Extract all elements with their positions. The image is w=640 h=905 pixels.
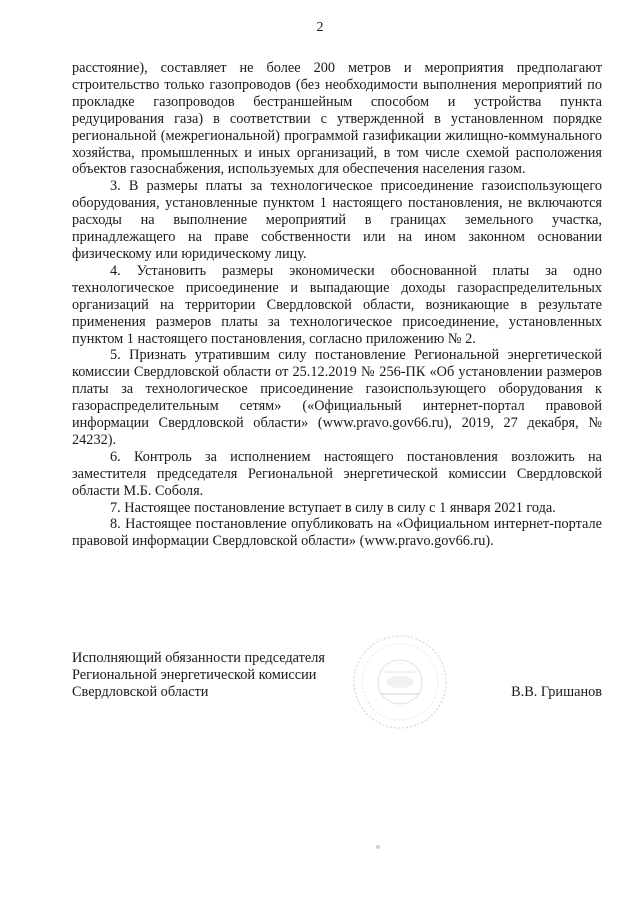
paragraph-item-7: 7. Настоящее постановление вступает в силу в силу с 1 января 2021 года.	[110, 499, 556, 516]
signature-block	[72, 650, 602, 720]
paragraph-item-5: 5. Признать утратившим силу постановление Региональной энергетической комиссии Свердловской области от 25.12.2019 № 256-ПК «Об установлении размеров платы за технологическое присоединение газоиспользующего оборудования к газораспределительным сетям» («Официальный интернет-портал правовой информации Свердловской области» (www.pravo.gov66.ru), 2019, 27 декабря, № 24232).	[72, 347, 602, 448]
document-body	[72, 60, 602, 550]
signer-name: В.В. Гришанов	[511, 684, 602, 700]
paragraph-item-6: 6. Контроль за исполнением настоящего постановления возложить на заместителя председателя Региональной энергетической комиссии Свердловской области М.Б. Соболя.	[72, 448, 602, 499]
paragraph-item-8: 8. Настоящее постановление опубликовать на «Официальном интернет-портале правовой информации Свердловской области» (www.pravo.gov66.ru).	[72, 516, 602, 550]
signer-position-line: Региональной энергетической комиссии	[72, 667, 317, 683]
paragraph-item-4: 4. Установить размеры экономически обоснованной платы за одно технологическое присоединение и выпадающие доходы газораспределительных организаций на территории Свердловской области, возникающие в результате применения размеров платы за технологическое присоединение, установленных пунктом 1 настоящего постановления, согласно приложению № 2.	[72, 262, 602, 347]
paragraph-item-3: 3. В размеры платы за технологическое присоединение газоиспользующего оборудования, установленные пунктом 1 настоящего постановления, не включаются расходы на выполнение мероприятий в границах земельного участка, принадлежащего на праве собственности или на ином законном основании физическому или юридическому лицу.	[72, 178, 602, 262]
signer-position	[72, 650, 325, 701]
signer-position-line: Свердловской области	[72, 684, 209, 700]
paragraph-continuation: расстояние), составляет не более 200 метров и мероприятия предполагают строительство только газопроводов (без необходимости выполнения мероприятий по прокладке газопроводов бестраншейным способом и устройства пункта редуцирования газа) в соответствии с утвержденной в установленном порядке региональной (межрегиональной) программой газификации жилищно-коммунального хозяйства, промышленных и иных организаций, в том числе схемой расположения объектов газоснабжения, используемых для обеспечения населения газом.	[72, 60, 602, 178]
official-seal-icon	[350, 632, 450, 732]
scan-speck	[376, 845, 380, 849]
signer-position-line: Исполняющий обязанности председателя	[72, 650, 325, 666]
page-number: 2	[316, 20, 324, 35]
